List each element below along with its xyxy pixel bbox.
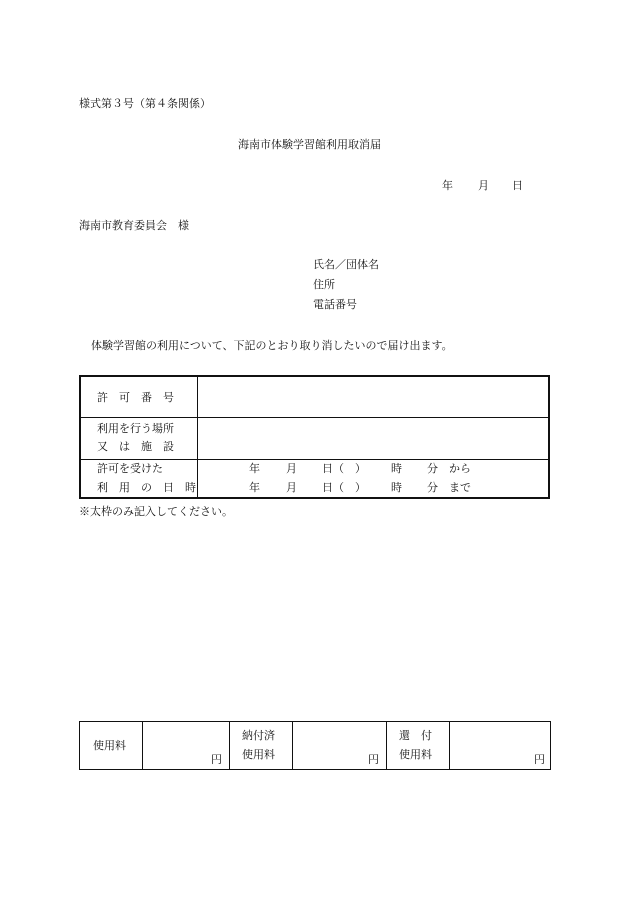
addressee: 海南市教育委員会 様 (79, 219, 189, 232)
usage-fee-yen: 円 (211, 753, 222, 766)
paid-fee-label-line2: 使用料 (242, 748, 275, 761)
document-title: 海南市体験学習館利用取消届 (238, 138, 381, 151)
date-label-line1: 許可を受けた (97, 462, 163, 475)
fee-table-divider (229, 722, 230, 769)
applicant-address-label: 住所 (313, 278, 335, 291)
paid-fee-yen: 円 (368, 753, 379, 766)
from-suffix: から (449, 462, 471, 475)
date-year-label: 年 (442, 179, 453, 192)
to-minute[interactable]: 分 (427, 481, 438, 494)
note: ※太枠のみ記入してください。 (79, 505, 233, 518)
usage-fee-label: 使用料 (93, 739, 126, 752)
refund-fee-yen: 円 (534, 753, 545, 766)
fee-table (79, 721, 551, 770)
table-row-divider (81, 459, 548, 460)
place-label-line2: 又 は 施 設 (97, 440, 174, 453)
to-suffix: まで (449, 481, 471, 494)
permit-number-label: 許 可 番 号 (97, 391, 174, 404)
from-hour[interactable]: 時 (391, 462, 402, 475)
fee-table-divider (386, 722, 387, 769)
to-day[interactable]: 日（ ） (322, 481, 366, 494)
refund-fee-label-line1: 還 付 (399, 729, 432, 742)
place-field[interactable] (199, 418, 548, 458)
date-label-line2: 利 用 の 日 時 (97, 481, 196, 494)
paid-fee-label-line1: 納付済 (242, 729, 275, 742)
applicant-phone-label: 電話番号 (313, 298, 357, 311)
permit-number-field[interactable] (199, 377, 548, 417)
to-month[interactable]: 月 (286, 481, 297, 494)
refund-fee-label-line2: 使用料 (399, 748, 432, 761)
date-month-label: 月 (478, 179, 489, 192)
form-number: 様式第３号（第４条関係） (79, 97, 211, 110)
from-minute[interactable]: 分 (427, 462, 438, 475)
cancellation-form-table (79, 375, 550, 499)
table-column-divider (197, 377, 198, 497)
to-hour[interactable]: 時 (391, 481, 402, 494)
date-day-label: 日 (512, 179, 523, 192)
from-month[interactable]: 月 (286, 462, 297, 475)
statement: 体験学習館の利用について、下記のとおり取り消したいので届け出ます。 (91, 339, 453, 352)
applicant-name-label: 氏名／団体名 (313, 258, 379, 271)
to-year[interactable]: 年 (249, 481, 260, 494)
from-year[interactable]: 年 (249, 462, 260, 475)
from-day[interactable]: 日（ ） (322, 462, 366, 475)
place-label-line1: 利用を行う場所 (97, 422, 174, 435)
